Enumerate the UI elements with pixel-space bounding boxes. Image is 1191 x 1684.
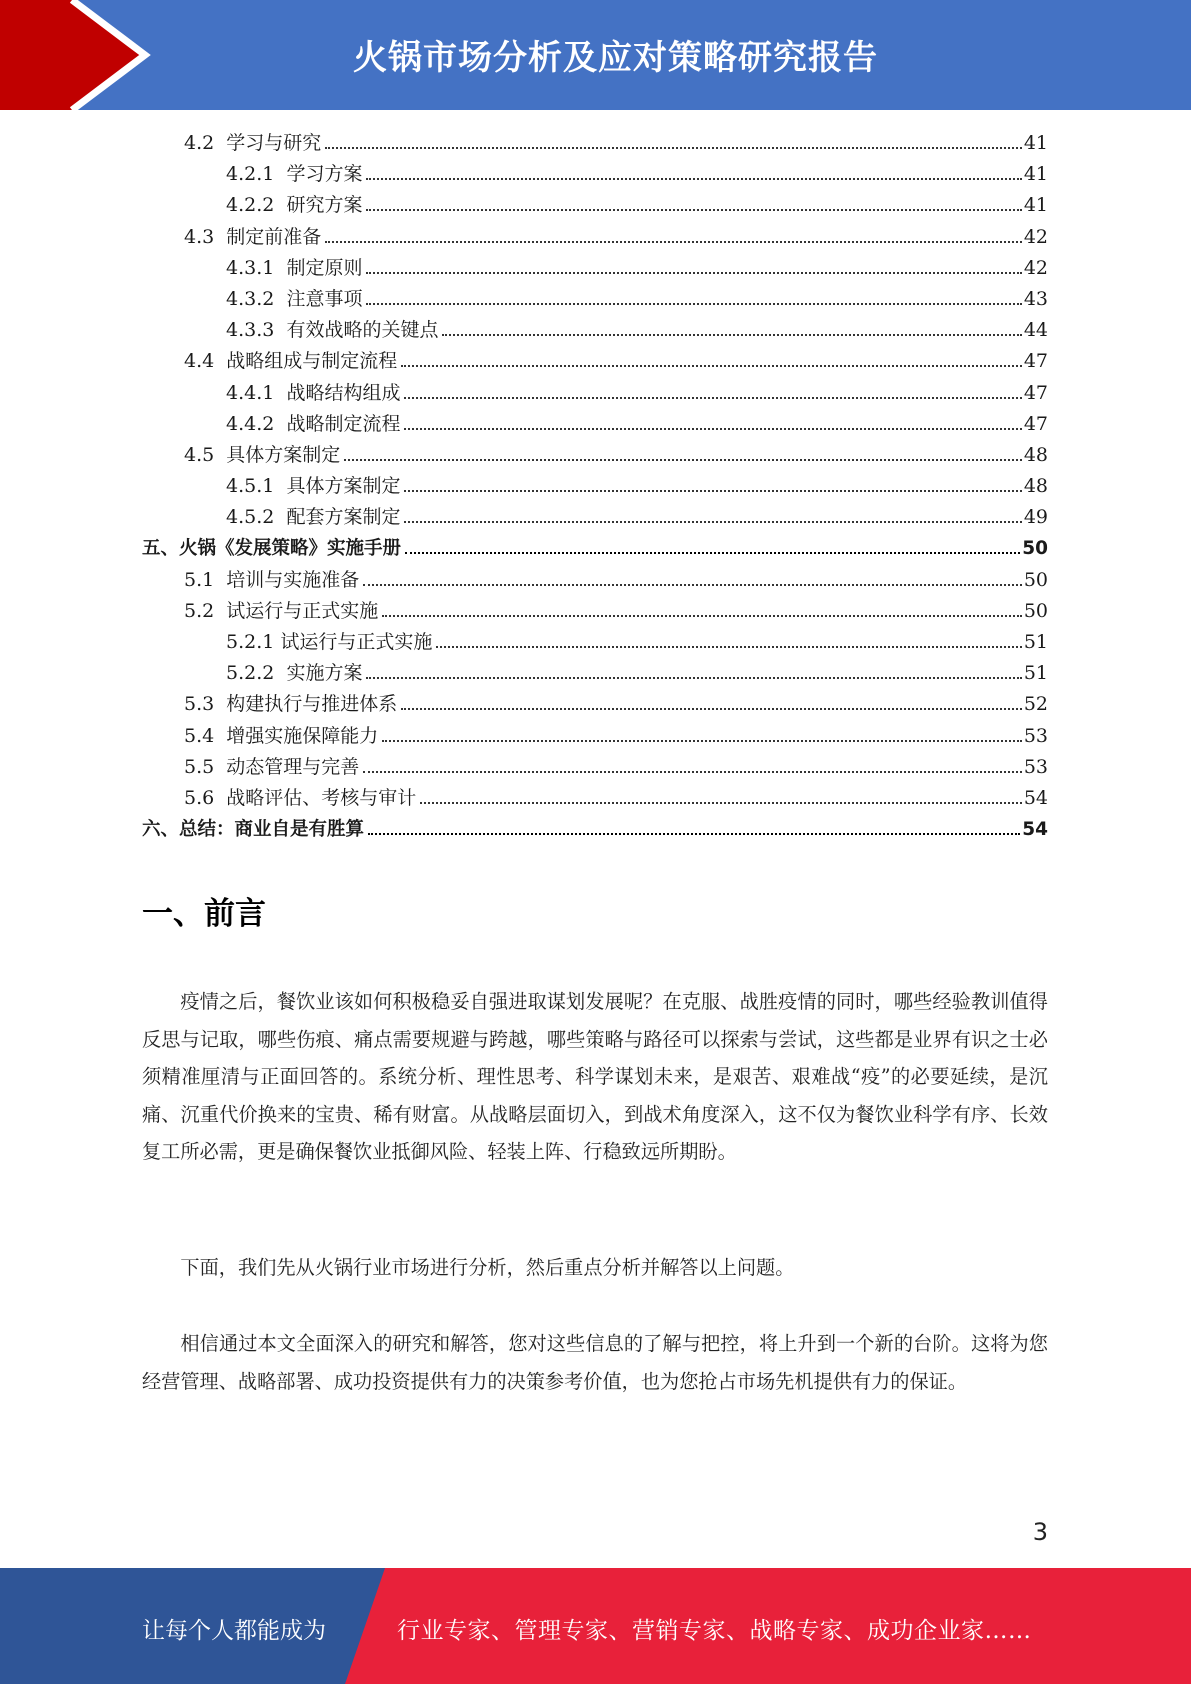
toc-entry-title: 制定前准备 [226,225,322,248]
toc-entry[interactable] [142,315,1048,346]
toc-entry-title: 具体方案制定 [286,475,401,498]
toc-dot-leader [325,147,1022,149]
toc-dot-leader [366,209,1021,211]
toc-entry-number: 5.2.1 [226,631,281,653]
toc-entry[interactable] [142,814,1048,845]
toc-entry[interactable] [142,783,1048,814]
toc-entry-number: 4.3 [184,225,227,248]
toc-entry-page: 43 [1023,287,1048,310]
toc-entry-number: 4.3.3 [226,319,287,342]
toc-dot-leader [436,646,1021,648]
toc-dot-leader [404,428,1021,430]
toc-entry-number: 5.6 [184,786,227,809]
toc-dot-leader [382,740,1022,742]
toc-entry-number: 4.5.1 [226,475,287,498]
toc-entry[interactable] [142,752,1048,783]
toc-entry-title: 六、总结：商业自是有胜算 [142,819,365,841]
toc-entry-page: 52 [1023,693,1048,716]
toc-entry-page: 54 [1023,786,1048,809]
toc-entry-page: 47 [1023,381,1048,404]
toc-entry-title: 战略制定流程 [286,412,401,435]
toc-entry-title: 增强实施保障能力 [226,724,379,747]
toc-entry-page: 51 [1023,662,1048,685]
toc-entry-title: 构建执行与推进体系 [226,693,398,716]
toc-dot-leader [404,490,1021,492]
toc-entry-number: 4.5 [184,443,227,466]
toc-entry-number: 4.2 [184,132,227,154]
toc-entry-title: 动态管理与完善 [226,755,360,778]
toc-entry-page: 50 [1023,568,1048,591]
toc-entry-page: 48 [1023,443,1048,466]
toc-entry-title: 研究方案 [286,194,363,217]
toc-dot-leader [344,459,1022,461]
paragraph-intro: 疫情之后，餐饮业该如何积极稳妥自强进取谋划发展呢？在克服、战胜疫情的同时，哪些经验教训值得反思与记取，哪些伤痕、痛点需要规避与跨越，哪些策略与路径可以探索与尝试，这些都是业界有识之士必须精准厘清与正面回答的。系统分析、理性思考、科学谋划未来，是艰苦、艰难战“疫”的必要延续，是沉痛、沉重代价换来的宝贵、稀有财富。从战略层面切入，到战术角度深入，这不仅为餐饮业科学有序、长效复工所必需，更是确保餐饮业抵御风险、轻装上阵、行稳致远所期盼。 [142,990,1048,1164]
toc-entry-page: 50 [1022,538,1048,560]
toc-entry[interactable] [142,440,1048,471]
toc-entry-page: 41 [1023,132,1048,154]
toc-entry-number: 5.1 [184,568,227,591]
toc-dot-leader [404,521,1021,523]
toc-entry[interactable] [142,159,1048,190]
toc-entry-page: 41 [1023,163,1048,186]
toc-entry-title: 注意事项 [286,287,363,310]
section-heading: 一、前言 [142,896,266,932]
footer-slogan-right: 行业专家、管理专家、营销专家、战略专家、成功企业家…… [397,1618,1032,1644]
toc-dot-leader [363,771,1022,773]
toc-entry-number: 5.5 [184,755,227,778]
toc-entry-title: 制定原则 [286,256,363,279]
toc-entry[interactable] [142,190,1048,221]
toc-entry[interactable] [142,533,1048,564]
toc-entry-title: 有效战略的关键点 [286,319,439,342]
page-footer [0,1568,1191,1684]
toc-entry[interactable] [142,284,1048,315]
toc-entry[interactable] [142,409,1048,440]
toc-entry-number: 4.4.2 [226,412,287,435]
toc-entry-number: 4.2.2 [226,194,287,217]
toc-entry[interactable] [142,658,1048,689]
toc-entry[interactable] [142,471,1048,502]
footer-slogan-left: 让每个人都能成为 [142,1618,326,1644]
toc-dot-leader [404,397,1021,399]
toc-entry-number: 5.2 [184,599,227,622]
toc-entry-title: 学习方案 [286,163,363,186]
toc-entry[interactable] [142,128,1048,159]
toc-entry-page: 42 [1023,225,1048,248]
toc-entry-page: 51 [1023,631,1048,653]
toc-entry[interactable] [142,222,1048,253]
toc-entry-title: 战略结构组成 [286,381,401,404]
toc-entry-title: 试运行与正式实施 [280,631,433,653]
toc-dot-leader [363,584,1022,586]
toc-entry-number: 4.5.2 [226,506,287,529]
toc-dot-leader [442,334,1021,336]
toc-entry-number: 4.3.2 [226,287,287,310]
toc-entry[interactable] [142,627,1048,658]
toc-dot-leader [405,552,1020,554]
toc-entry-title: 五、火锅《发展策略》实施手册 [142,538,402,560]
toc-dot-leader [401,708,1022,710]
toc-entry[interactable] [142,721,1048,752]
toc-entry-title: 培训与实施准备 [226,568,360,591]
toc-entry-page: 41 [1023,194,1048,217]
toc-entry-title: 战略组成与制定流程 [226,350,398,373]
toc-entry-number: 4.2.1 [226,163,287,186]
table-of-contents [142,128,1048,845]
toc-entry-page: 48 [1023,475,1048,498]
toc-entry-number: 4.3.1 [226,256,287,279]
toc-entry[interactable] [142,378,1048,409]
toc-entry-page: 50 [1023,599,1048,622]
toc-dot-leader [366,178,1021,180]
toc-entry-title: 具体方案制定 [226,443,341,466]
toc-dot-leader [401,365,1022,367]
toc-entry-page: 54 [1022,819,1048,841]
toc-entry-page: 53 [1023,724,1048,747]
toc-entry-page: 53 [1023,755,1048,778]
toc-entry[interactable] [142,253,1048,284]
toc-dot-leader [325,241,1022,243]
toc-entry-number: 5.3 [184,693,227,716]
report-title: 火锅市场分析及应对策略研究报告 [353,38,878,78]
page-number: 3 [1032,1518,1048,1546]
toc-entry-title: 实施方案 [286,662,363,685]
toc-dot-leader [366,677,1021,679]
toc-entry-title: 战略评估、考核与审计 [226,786,417,809]
toc-entry-number: 4.4 [184,350,227,373]
paragraph-analysis-plan: 下面，我们先从火锅行业市场进行分析，然后重点分析并解答以上问题。 [180,1256,795,1279]
toc-entry[interactable] [142,689,1048,720]
toc-entry-number: 4.4.1 [226,381,287,404]
toc-dot-leader [382,615,1022,617]
toc-entry-title: 试运行与正式实施 [226,599,379,622]
toc-entry[interactable] [142,565,1048,596]
toc-entry[interactable] [142,346,1048,377]
toc-entry[interactable] [142,596,1048,627]
toc-dot-leader [366,272,1021,274]
toc-entry-page: 49 [1023,506,1048,529]
toc-entry-page: 42 [1023,256,1048,279]
toc-entry-number: 5.2.2 [226,662,287,685]
toc-dot-leader [420,802,1022,804]
toc-entry[interactable] [142,502,1048,533]
toc-dot-leader [368,833,1020,835]
toc-entry-number: 5.4 [184,724,227,747]
toc-entry-page: 44 [1023,319,1048,342]
toc-entry-title: 配套方案制定 [286,506,401,529]
paragraph-conclusion: 相信通过本文全面深入的研究和解答，您对这些信息的了解与把控，将上升到一个新的台阶。这将为您经营管理、战略部署、成功投资提供有力的决策参考价值，也为您抢占市场先机提供有力的保证。 [142,1332,1048,1393]
toc-entry-page: 47 [1023,350,1048,373]
toc-dot-leader [366,303,1021,305]
page-header [0,0,1191,110]
toc-entry-page: 47 [1023,412,1048,435]
toc-entry-title: 学习与研究 [226,132,322,154]
